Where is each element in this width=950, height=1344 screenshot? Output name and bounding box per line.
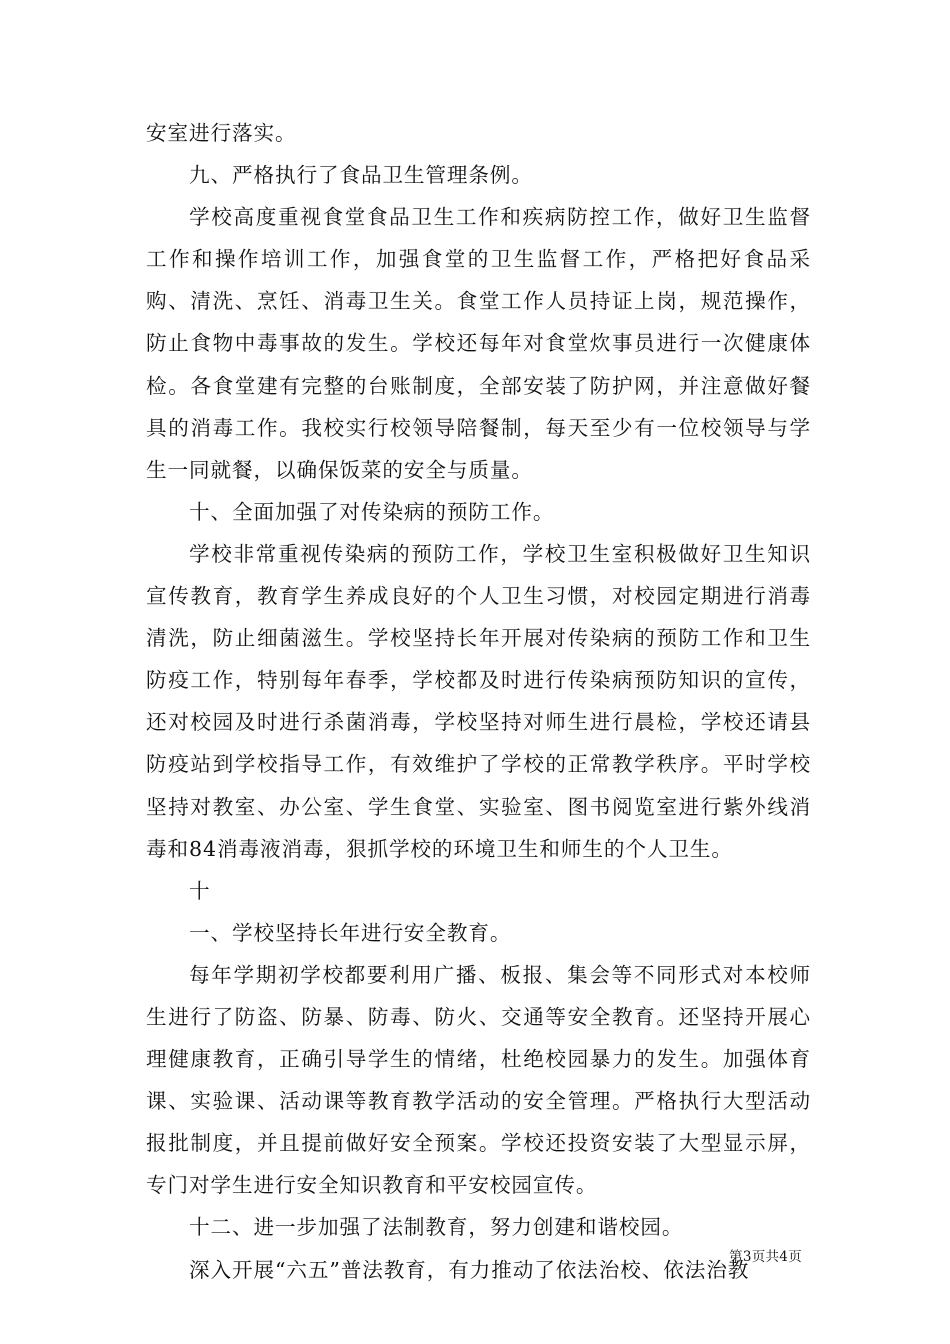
page-number-footer: 第3页共4页 [729, 1249, 802, 1265]
paragraph-continuation: 安室进行落实。 [146, 121, 297, 145]
heading-section-11-part1: 十 [189, 878, 211, 903]
heading-section-12: 十二、进一步加强了法制教育，努力创建和谐校园。 [189, 1215, 684, 1240]
document-body [146, 112, 811, 1291]
paragraph-safety-education: 每年学期初学校都要利用广播、板报、集会等不同形式对本校师生进行了防盗、防暴、防毒、防火、交通等安全教育。还坚持开展心理健康教育，正确引导学生的情绪，杜绝校园暴力的发生。加强体育课、实验课、活动课等教育教学活动的安全管理。严格执行大型活动报批制度，并且提前做好安全预案。学校还投资安装了大型显示屏，专门对学生进行安全知识教育和平安校园宣传。 [146, 962, 811, 1198]
paragraph-legal-education: 深入开展“六五”普法教育，有力推动了依法治校、依法治教 [189, 1257, 750, 1282]
heading-section-9: 九、严格执行了食品卫生管理条例。 [189, 163, 533, 188]
paragraph-food-hygiene: 学校高度重视食堂食品卫生工作和疾病防控工作，做好卫生监督工作和操作培训工作，加强食堂的卫生监督工作，严格把好食品采购、清洗、烹饪、消毒卫生关。食堂工作人员持证上岗，规范操作，防止食物中毒事故的发生。学校还每年对食堂炊事员进行一次健康体检。各食堂建有完整的台账制度，全部安装了防护网，并注意做好餐具的消毒工作。我校实行校领导陪餐制，每天至少有一位校领导与学生一同就餐，以确保饭菜的安全与质量。 [146, 205, 811, 482]
paragraph-disease-prevention: 学校非常重视传染病的预防工作，学校卫生室积极做好卫生知识宣传教育，教育学生养成良好的个人卫生习惯，对校园定期进行消毒清洗，防止细菌滋生。学校坚持长年开展对传染病的预防工作和卫生防疫工作，特别每年春季，学校都及时进行传染病预防知识的宣传，还对校园及时进行杀菌消毒，学校坚持对师生进行晨检，学校还请县防疫站到学校指导工作，有效维护了学校的正常教学秩序。平时学校坚持对教室、办公室、学生食堂、实验室、图书阅览室进行紫外线消毒和84消毒液消毒，狠抓学校的环境卫生和师生的个人卫生。 [146, 541, 811, 861]
heading-section-11-part2: 一、学校坚持长年进行安全教育。 [189, 920, 512, 945]
heading-section-10: 十、全面加强了对传染病的预防工作。 [189, 499, 555, 524]
